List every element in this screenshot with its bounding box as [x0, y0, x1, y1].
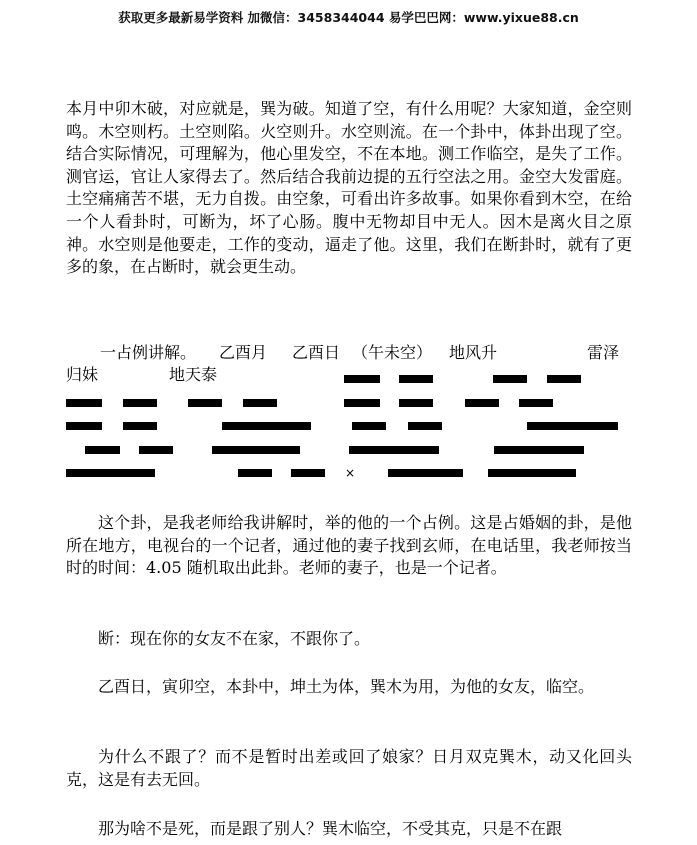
- yao-line: [66, 469, 155, 477]
- yao-line: [388, 469, 463, 477]
- example-void: （午未空）: [352, 343, 433, 362]
- yao-line: [188, 399, 222, 407]
- yao-line: [494, 446, 584, 454]
- yao-line: [66, 399, 102, 407]
- yao-line: [291, 469, 325, 477]
- yao-line: [399, 375, 433, 383]
- paragraph-analysis-3: 那为啥不是死，而是跟了别人？巽木临空，不受其克，只是不在跟: [98, 819, 563, 838]
- yao-line: [488, 469, 576, 477]
- yao-line: [66, 422, 102, 430]
- yao-line: [519, 399, 553, 407]
- yao-line: [344, 399, 380, 407]
- moving-line-mark: ×: [345, 466, 356, 480]
- yao-line: [85, 446, 120, 454]
- yao-line: [349, 446, 439, 454]
- example-month: 乙酉月: [219, 343, 268, 362]
- hexagram-name-tai: 地天泰: [169, 365, 218, 384]
- paragraph-judgment: 断：现在你的女友不在家，不跟你了。: [98, 629, 371, 648]
- hexagram-name-guimei-part2: 归妹: [66, 365, 99, 384]
- yao-line: [465, 399, 499, 407]
- paragraph-void-explanation: 本月中卯木破，对应就是，巽为破。知道了空，有什么用呢？大家知道，金空则鸣。木空则朽。土空则陷。火空则升。水空则流。在一个卦中，体卦出现了空。结合实际情况，可理解为，他心里发空，不在本地。测工作临空，是失了工作。测官运，官让人家得去了。然后结合我前边提的五行空法之用。金空大发雷庭。土空痛痛苦不堪，无力自拨。由空象，可看出许多故事。如果你看到木空，在给一个人看卦时，可断为，坏了心肠。腹中无物却目中无人。因木是离火目之原神。水空则是他要走，工作的变动，逼走了他。这里，我们在断卦时，就有了更多的象，在占断时，就会更生动。: [66, 99, 632, 277]
- hexagram-name-guimei-part1: 雷泽: [587, 343, 620, 362]
- yao-line: [243, 399, 277, 407]
- yao-line: [222, 422, 311, 430]
- yao-line: [139, 446, 173, 454]
- yao-line: [493, 375, 527, 383]
- yao-line: [547, 375, 581, 383]
- paragraph-case-background: 这个卦，是我老师给我讲解时，举的他的一个占例。这是占婚姻的卦，是他所在地方，电视台的一个记者，通过他的妻子找到玄师，在电话里，我老师按当时的时间：4.05 随机取出此卦。老师的妻子，也是一个记者。: [66, 513, 632, 578]
- hexagram-name-sheng: 地风升: [449, 343, 498, 362]
- yao-line: [344, 375, 380, 383]
- page-header: 获取更多最新易学资料 加微信：3458344044 易学巴巴网：www.yixue88.cn: [118, 10, 579, 25]
- yao-line: [527, 422, 618, 430]
- paragraph-analysis-1: 乙酉日，寅卯空，本卦中，坤土为体，巽木为用，为他的女友，临空。: [98, 677, 595, 696]
- paragraph-analysis-2: 为什么不跟了？而不是暂时出差或回了娘家？日月双克巽木，动又化回头克，这是有去无回。: [66, 747, 632, 789]
- yao-line: [399, 399, 433, 407]
- example-intro: 一占例讲解。: [100, 343, 197, 362]
- yao-line: [238, 469, 272, 477]
- yao-line: [352, 422, 386, 430]
- yao-line: [123, 422, 157, 430]
- yao-line: [212, 446, 300, 454]
- example-day: 乙酉日: [292, 343, 341, 362]
- yao-line: [408, 422, 442, 430]
- yao-line: [123, 399, 157, 407]
